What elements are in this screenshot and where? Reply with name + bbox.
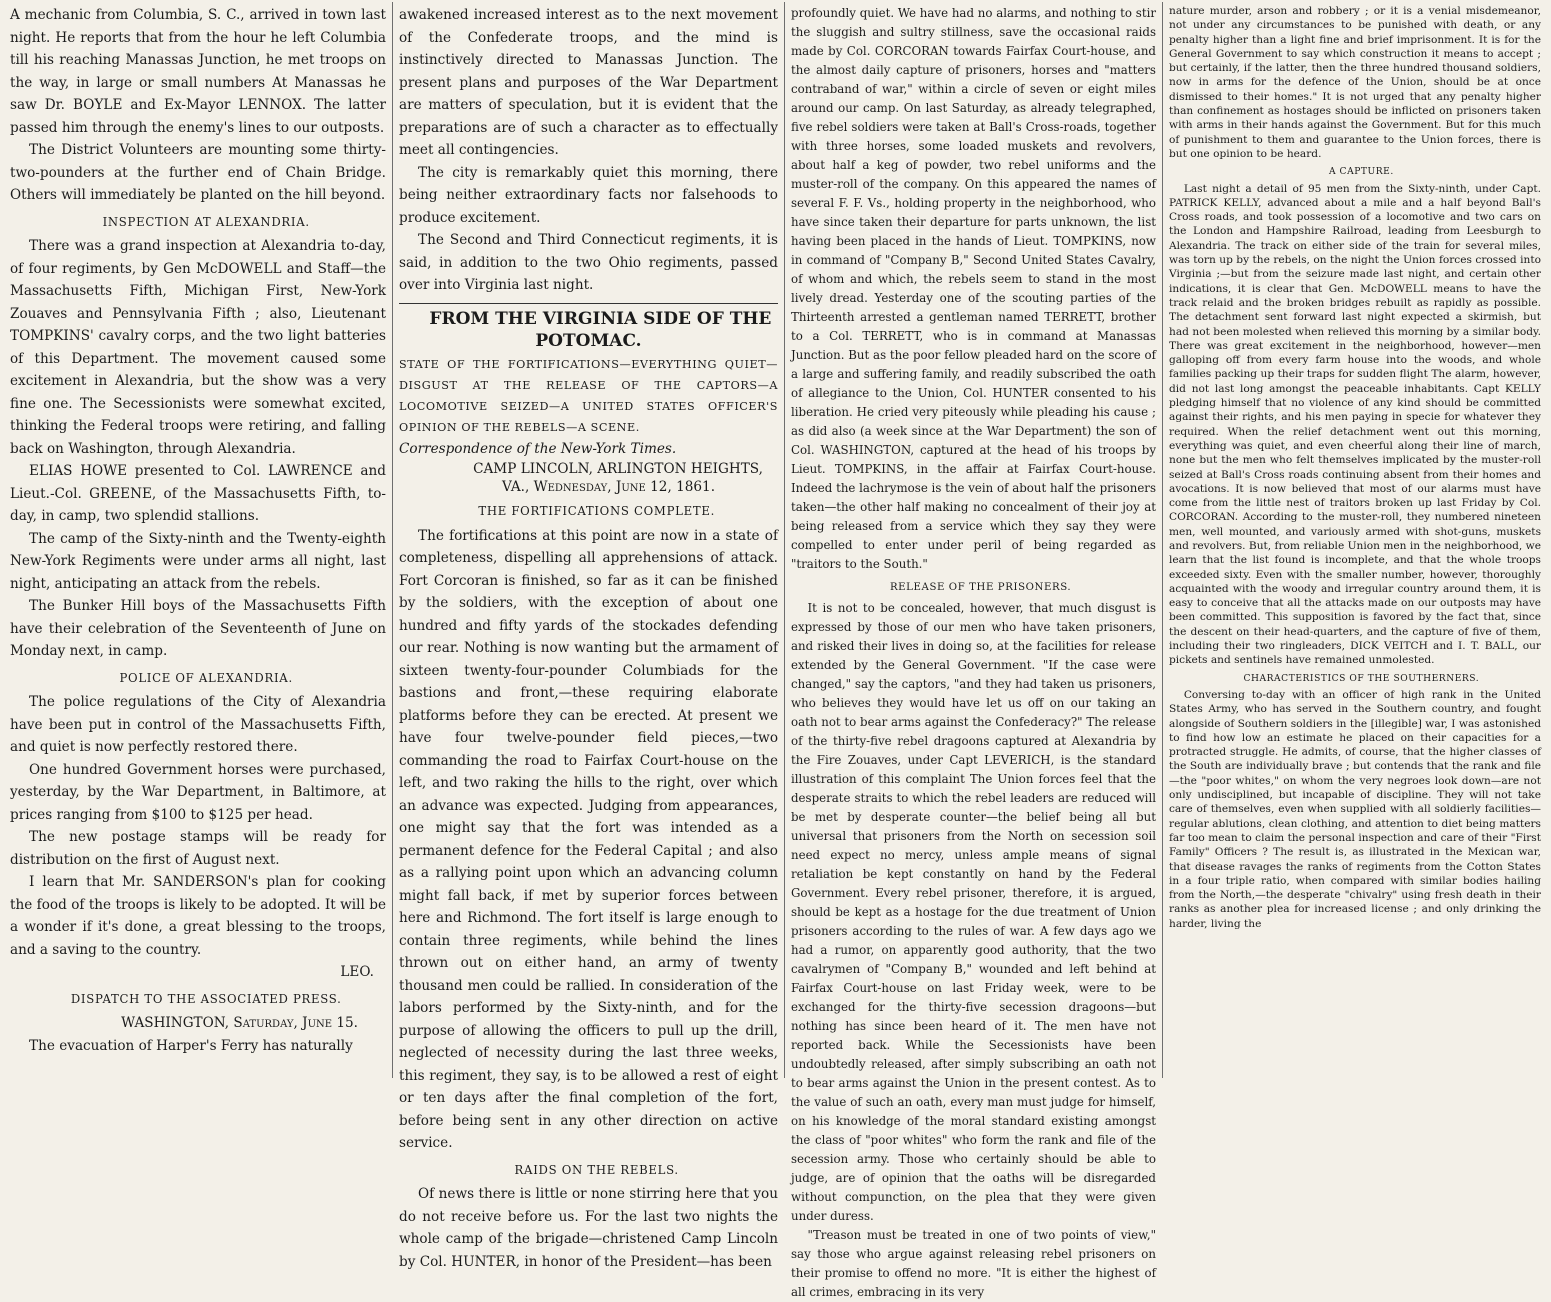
paragraph: The police regulations of the City of Alexandria have been put in control of the Massachusetts Fifth, and quiet is now perfectly restored there.: [10, 694, 386, 755]
paragraph: The Second and Third Connecticut regiments, it is said, in addition to the two Ohio regiments, passed over into Virginia last night.: [399, 232, 778, 293]
paragraph: The camp of the Sixty-ninth and the Twenty-eighth New-York Regiments were under arms all night, last night, anticipating an attack from the rebels.: [10, 530, 386, 592]
paragraph: The Bunker Hill boys of the Massachusetts Fifth have their celebration of the Seventeenth of June on Monday next, in camp.: [10, 598, 386, 659]
column-3: [784, 2, 1162, 1299]
section-subheading: RAIDS ON THE REBELS.: [514, 1162, 679, 1177]
section-subheading: INSPECTION AT ALEXANDRIA.: [102, 214, 310, 229]
paragraph: awakened increased interest as to the next movement of the Confederate troops, and the mind is instinctively directed to Manassas Junction. The present plans and purposes of the War Department are matters of speculation, but it is evident that the preparations are of such a character as to effectually meet all contingencies.: [399, 7, 778, 158]
paragraph: "Treason must be treated in one of two points of view," say those who argue against releasing rebel prisoners on their promise to offend no more. "It is either the highest of all crimes, embracing in its very: [791, 1228, 1156, 1299]
signoff: LEO.: [340, 964, 374, 980]
paragraph: A mechanic from Columbia, S. C., arrived in town last night. He reports that from the hour he left Columbia till his reaching Manassas Junction, he met troops on the way, in large or small numbers At Manassas he saw Dr. BOYLE and Ex-Mayor LENNOX. The latter passed him through the enemy's lines to our outposts.: [10, 7, 386, 136]
paragraph: The city is remarkably quiet this morning, there being neither extraordinary facts nor falsehoods to produce excitement.: [399, 164, 778, 226]
paragraph: I learn that Mr. SANDERSON's plan for cooking the food of the troops is likely to be adopted. It will be a wonder if it's done, a great blessing to the troops, and a saving to the country.: [10, 874, 386, 958]
section-subheading: DISPATCH TO THE ASSOCIATED PRESS.: [70, 991, 342, 1006]
section-subheading: POLICE OF ALEXANDRIA.: [119, 670, 293, 685]
paragraph: One hundred Government horses were purchased, yesterday, by the War Department, in Baltimore, at prices ranging from $100 to $125 per head.: [10, 761, 386, 823]
paragraph: Conversing to-day with an officer of high rank in the United States Army, who has served in the Southern country, and fought alongside of Southern soldiers in the [illegible] war, I was astonished to find how low an estimate he placed on their capacities for a protracted struggle. He admits, of course, that the higher classes of the South are individually brave ; but contends that the rank and file—the "poor whites," on whom the very negroes look down—are not only undisciplined, but incapable of discipline. They will not take care of themselves, even when supplied with all soldierly facilities—regular ablutions, clean clothing, and attention to diet being matters far too mean to claim the personal inspection and care of their "First Family" Officers ? The result is, as illustrated in the Mexican war, that disease ravages the ranks of regiments from the Cotton States in a four triple ratio, when compared with similar bodies hailing from the North,—the desperate "chivalry" using fresh death in their ranks as another plea for increased license ; and only drinking the harder, living the: [1169, 688, 1541, 930]
dateline: WASHINGTON, Saturday, June 15.: [121, 1015, 358, 1031]
paragraph: The evacuation of Harper's Ferry has naturally: [29, 1037, 353, 1054]
paragraph: Of news there is little or none stirring here that you do not receive before us. For the last two nights the whole camp of the brigade—christened Camp Lincoln by Col. HUNTER, in honor of the President—has been: [399, 1186, 778, 1270]
paragraph: There was a grand inspection at Alexandria to-day, of four regiments, by Gen McDOWELL and Staff—the Massachusetts Fifth, Michigan First, New-York Zouaves and Pennsylvania Fifth ; also, Lieutenant TOMPKINS' cavalry corps, and the two light batteries of this Department. The movement caused some excitement in Alexandria, but the show was a very fine one. The Secessionists were somewhat excited, thinking the Federal troops were retiring, and falling back on Washington, through Alexandria.: [10, 238, 386, 457]
paragraph: profoundly quiet. We have had no alarms, and nothing to stir the sluggish and sultry stillness, save the occasional raids made by Col. CORCORAN towards Fairfax Court-house, and the almost daily capture of prisoners, horses and "matters contraband of war," within a circle of seven or eight miles around our camp. On last Saturday, as already telegraphed, five rebel soldiers were taken at Ball's Cross-roads, together with three horses, some loaded muskets and revolvers, about half a keg of powder, two rebel uniforms and the muster-roll of the company. On this appeared the names of several F. F. Vs., holding property in the neighborhood, who have since taken their departure for parts unknown, the list having been placed in the hands of Lieut. TOMPKINS, now in command of "Company B," Second United States Cavalry, of whom and which, the rebels seem to stand in the most lively dread. Yesterday one of the scouting parties of the Thirteenth arrested a gentleman named TERRETT, brother to a Col. TERRETT, who is in command at Manassas Junction. But as the poor fellow pleaded hard on the score of a large and suffering family, and readily subscribed the oath of allegiance to the Union, Col. HUNTER consented to his liberation. He cried very piteously while pleading his cause ; as did also (a week since at the War Department) the son of Col. WASHINGTON, captured at the head of his troops by Lieut. TOMPKINS, in the affair at Fairfax Court-house. Indeed the lachrymose is the vein of about half the prisoners taken—the other half making no concealment of their joy at being released from a service which they say they were compelled to enter under peril of being regarded as "traitors to the South.": [791, 6, 1156, 571]
column-4: [1162, 2, 1547, 1078]
article-headline: FROM THE VIRGINIA SIDE OF THE POTOMAC.: [399, 303, 778, 352]
camp-dateline: CAMP LINCOLN, ARLINGTON HEIGHTS, VA., Wednesday, June 12, 1861.: [473, 461, 763, 495]
correspondence-line: Correspondence of the New-York Times.: [399, 440, 677, 457]
paragraph: The District Volunteers are mounting some thirty-two-pounders at the further end of Chain Bridge. Others will immediately be planted on the hill beyond.: [10, 142, 386, 203]
paragraph: The fortifications at this point are now in a state of completeness, dispelling all apprehensions of attack. Fort Corcoran is finished, so far as it can be finished by the soldiers, with the exception of about one hundred and fifty yards of the stockades defending our rear. Nothing is now wanting but the armament of sixteen twenty-four-pounder Columbiads for the bastions and front,—these requiring elaborate platforms before they can be erected. At present we have four twelve-pounder field pieces,—two commanding the road to Fairfax Court-house on the left, and two raking the hills to the right, over which an advance was expected. Judging from appearances, one might say that the fort was intended as a permanent defence for the Federal Capital ; and also as a rallying point upon which an advancing column might fall back, if met by superior forces between here and Richmond. The fort itself is large enough to contain three regiments, while behind the lines thrown out on either hand, an army of twenty thousand men could be rallied. In consideration of the labors performed by the Sixty-ninth, and for the purpose of allowing the officers to pull up the drill, neglected of necessity during the last three weeks, this regiment, they say, is to be allowed a rest of eight or ten days after the final completion of the fort, before being sent in any other direction on active service.: [399, 527, 778, 1151]
column-1: [4, 2, 392, 1078]
headline-deck: STATE OF THE FORTIFICATIONS—EVERYTHING QUIET—DISGUST AT THE RELEASE OF THE CAPTORS—A LOCOMOTIVE SEIZED—A UNITED STATES OFFICER'S OPINION OF THE REBELS—A SCENE.: [399, 357, 778, 434]
column-2: [392, 2, 784, 1270]
paragraph: It is not to be concealed, however, that much disgust is expressed by those of our men who have taken prisoners, and risked their lives in doing so, at the facilities for release extended by the General Government. "If the case were changed," say the captors, "and they had taken us prisoners, who believes they would have let us off on our taking an oath not to bear arms against the Confederacy?" The release of the thirty-five rebel dragoons captured at Alexandria by the Fire Zouaves, under Capt LEVERICH, is the standard illustration of this complaint The Union forces feel that the desperate straits to which the rebel leaders are reduced will be met by desperate counter—the belief being all but universal that prisoners from the North on secession soil need expect no mercy, unless ample means of signal retaliation be kept constantly on hand by the Federal Government. Every rebel prisoner, therefore, it is argued, should be kept as a hostage for the due treatment of Union prisoners according to the rules of war. A few days ago we had a rumor, on apparently good authority, that the two cavalrymen of "Company B," wounded and left behind at Fairfax Court-house on last Friday week, were to be exchanged for the thirty-five secession dragoons—but nothing has since been heard of it. The men have not reported back. While the Secessionists have been undoubtedly released, after simply subscribing an oath not to bear arms against the Union in the present contest. As to the value of such an oath, every man must judge for himself, on his knowledge of the moral standard existing amongst the class of "poor whites" who form the rank and file of the secession army. Those who certainly should be able to judge, are of opinion that the oaths will be disregarded without compunction, on the plea that they were given under duress.: [791, 601, 1156, 1223]
section-subheading: CHARACTERISTICS OF THE SOUTHERNERS.: [1243, 673, 1480, 684]
paragraph: nature murder, arson and robbery ; or it is a venial misdemeanor, not under any circumstances to be punished with death, or any penalty higher than a light fine and brief imprisonment. It is for the General Government to say which construction it means to accept ; but certainly, if the latter, then the three hundred thousand soldiers, now in arms for the defence of the Union, should be at once dismissed to their homes." It is not urged that any penalty higher than confinement as hostages should be inflicted on prisoners taken with arms in their hands against the Government. But for this much of punishment to them and guarantee to the Union forces, there is but one opinion to be heard.: [1169, 5, 1541, 160]
section-subheading: A CAPTURE.: [1328, 167, 1394, 178]
paragraph: Last night a detail of 95 men from the Sixty-ninth, under Capt. PATRICK KELLY, advanced about a mile and a half beyond Ball's Cross roads, and took possession of a locomotive and two cars on the London and Hampshire Railroad, leading from Leesburgh to Alexandria. The track on either side of the train for several miles, was torn up by the rebels, on the night the Union forces crossed into Virginia ;—but from the seizure made last night, and certain other indications, it is clear that Gen. McDOWELL means to have the track relaid and the broken bridges rebuilt as rapidly as possible. The detachment sent forward last night expected a skirmish, but had not been molested when relieved this morning by a similar body. There was great excitement in the neighborhood, however—men galloping off from every farm house into the woods, and whole families packing up their traps for sudden flight The alarm, however, did not last long amongst the peaceable inhabitants. Capt KELLY pledging himself that no violence of any kind should be committed against their rights, and his men paying in specie for whatever they required. When the relief detachment went out this morning, everything was quiet, and even cheerful along their line of march, none but the men who felt themselves implicated by the muster-roll seized at Ball's Cross roads continuing absent from their homes and avocations. It is now believed that most of our alarms must have come from the little nest of traitors broken up last Friday by Col. CORCORAN. According to the muster-roll, they numbered nineteen men, well mounted, and variously armed with shot-guns, muskets and revolvers. But, from reliable Union men in the neighborhood, we learn that the list found is incomplete, and that the whole troops exceeded sixty. Even with the smaller number, however, thoroughly acquainted with the woody and irregular country around them, it is easy to conceive that all the attacks made on our outposts may have been committed. This supposition is favored by the fact that, since the descent on their head-quarters, and the capture of five of them, including their two ringleaders, DICK VEITCH and I. T. BALL, our pickets and sentinels have remained unmolested.: [1169, 182, 1541, 667]
paragraph: The new postage stamps will be ready for distribution on the first of August next.: [10, 829, 386, 868]
section-subheading: RELEASE OF THE PRISONERS.: [889, 582, 1072, 593]
section-subheading: THE FORTIFICATIONS COMPLETE.: [478, 504, 716, 518]
paragraph: ELIAS HOWE presented to Col. LAWRENCE and Lieut.-Col. GREENE, of the Massachusetts Fifth, to-day, in camp, two splendid stallions.: [10, 463, 386, 524]
